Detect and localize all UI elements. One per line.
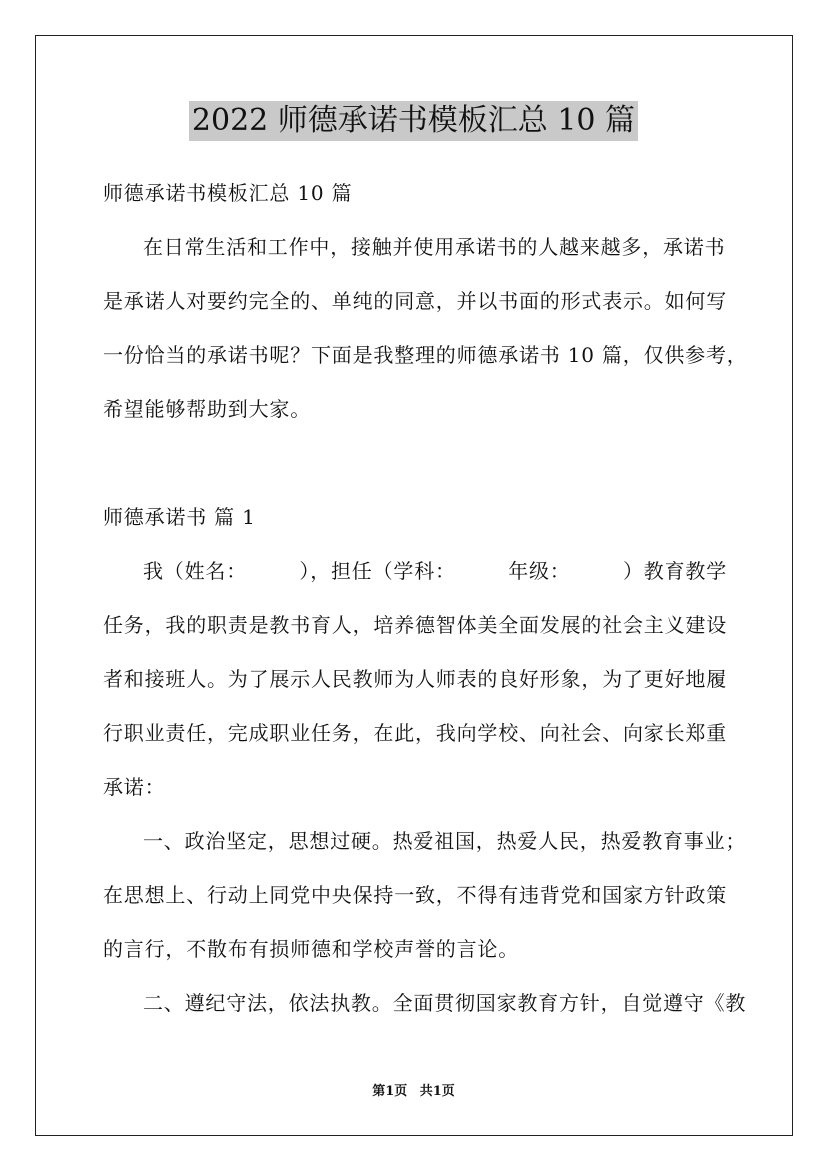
section-paragraph [103,976,773,1030]
paragraph-line: 二、遵纪守法，依法执教。全面贯彻国家教育方针，自觉遵守《教 [143,991,747,1015]
section-1 [103,490,773,1030]
paragraph-line: 者和接班人。为了展示人民教师为人师表的良好形象，为了更好地履 [103,667,727,691]
paragraph-line: 行职业责任，完成职业任务，在此，我向学校、向社会、向家长郑重 [103,721,727,745]
section-heading: 师德承诺书 篇 1 [103,505,256,529]
section-paragraph [103,814,773,976]
document-subtitle: 师德承诺书模板汇总 10 篇 [103,181,353,205]
paragraph-line: 希望能够帮助到大家。 [103,397,311,421]
section-paragraph [103,544,773,814]
paragraph-line: 一、政治坚定，思想过硬。热爱祖国，热爱人民，热爱教育事业； [143,829,747,853]
intro-paragraph [103,220,773,436]
paragraph-line: 承诺： [103,775,166,799]
paragraph-line: 在日常生活和工作中，接触并使用承诺书的人越来越多，承诺书 [143,235,726,259]
paragraph-line: 我（姓名： ），担任（学科： 年级： ）教育教学 [143,559,727,583]
title-container [0,101,827,141]
document-body [103,166,773,1030]
paragraph-line: 是承诺人对要约完全的、单纯的同意，并以书面的形式表示。如何写 [103,289,727,313]
paragraph-line: 一份恰当的承诺书呢？下面是我整理的师德承诺书 10 篇，仅供参考， [103,343,748,367]
paragraph-line: 的言行，不散布有损师德和学校声誉的言论。 [103,937,519,961]
paragraph-line: 在思想上、行动上同党中央保持一致，不得有违背党和国家方针政策 [103,883,727,907]
document-title: 2022 师德承诺书模板汇总 10 篇 [189,101,638,141]
page-footer: 第1页 共1页 [372,1084,455,1099]
paragraph-line: 任务，我的职责是教书育人，培养德智体美全面发展的社会主义建设 [103,613,727,637]
